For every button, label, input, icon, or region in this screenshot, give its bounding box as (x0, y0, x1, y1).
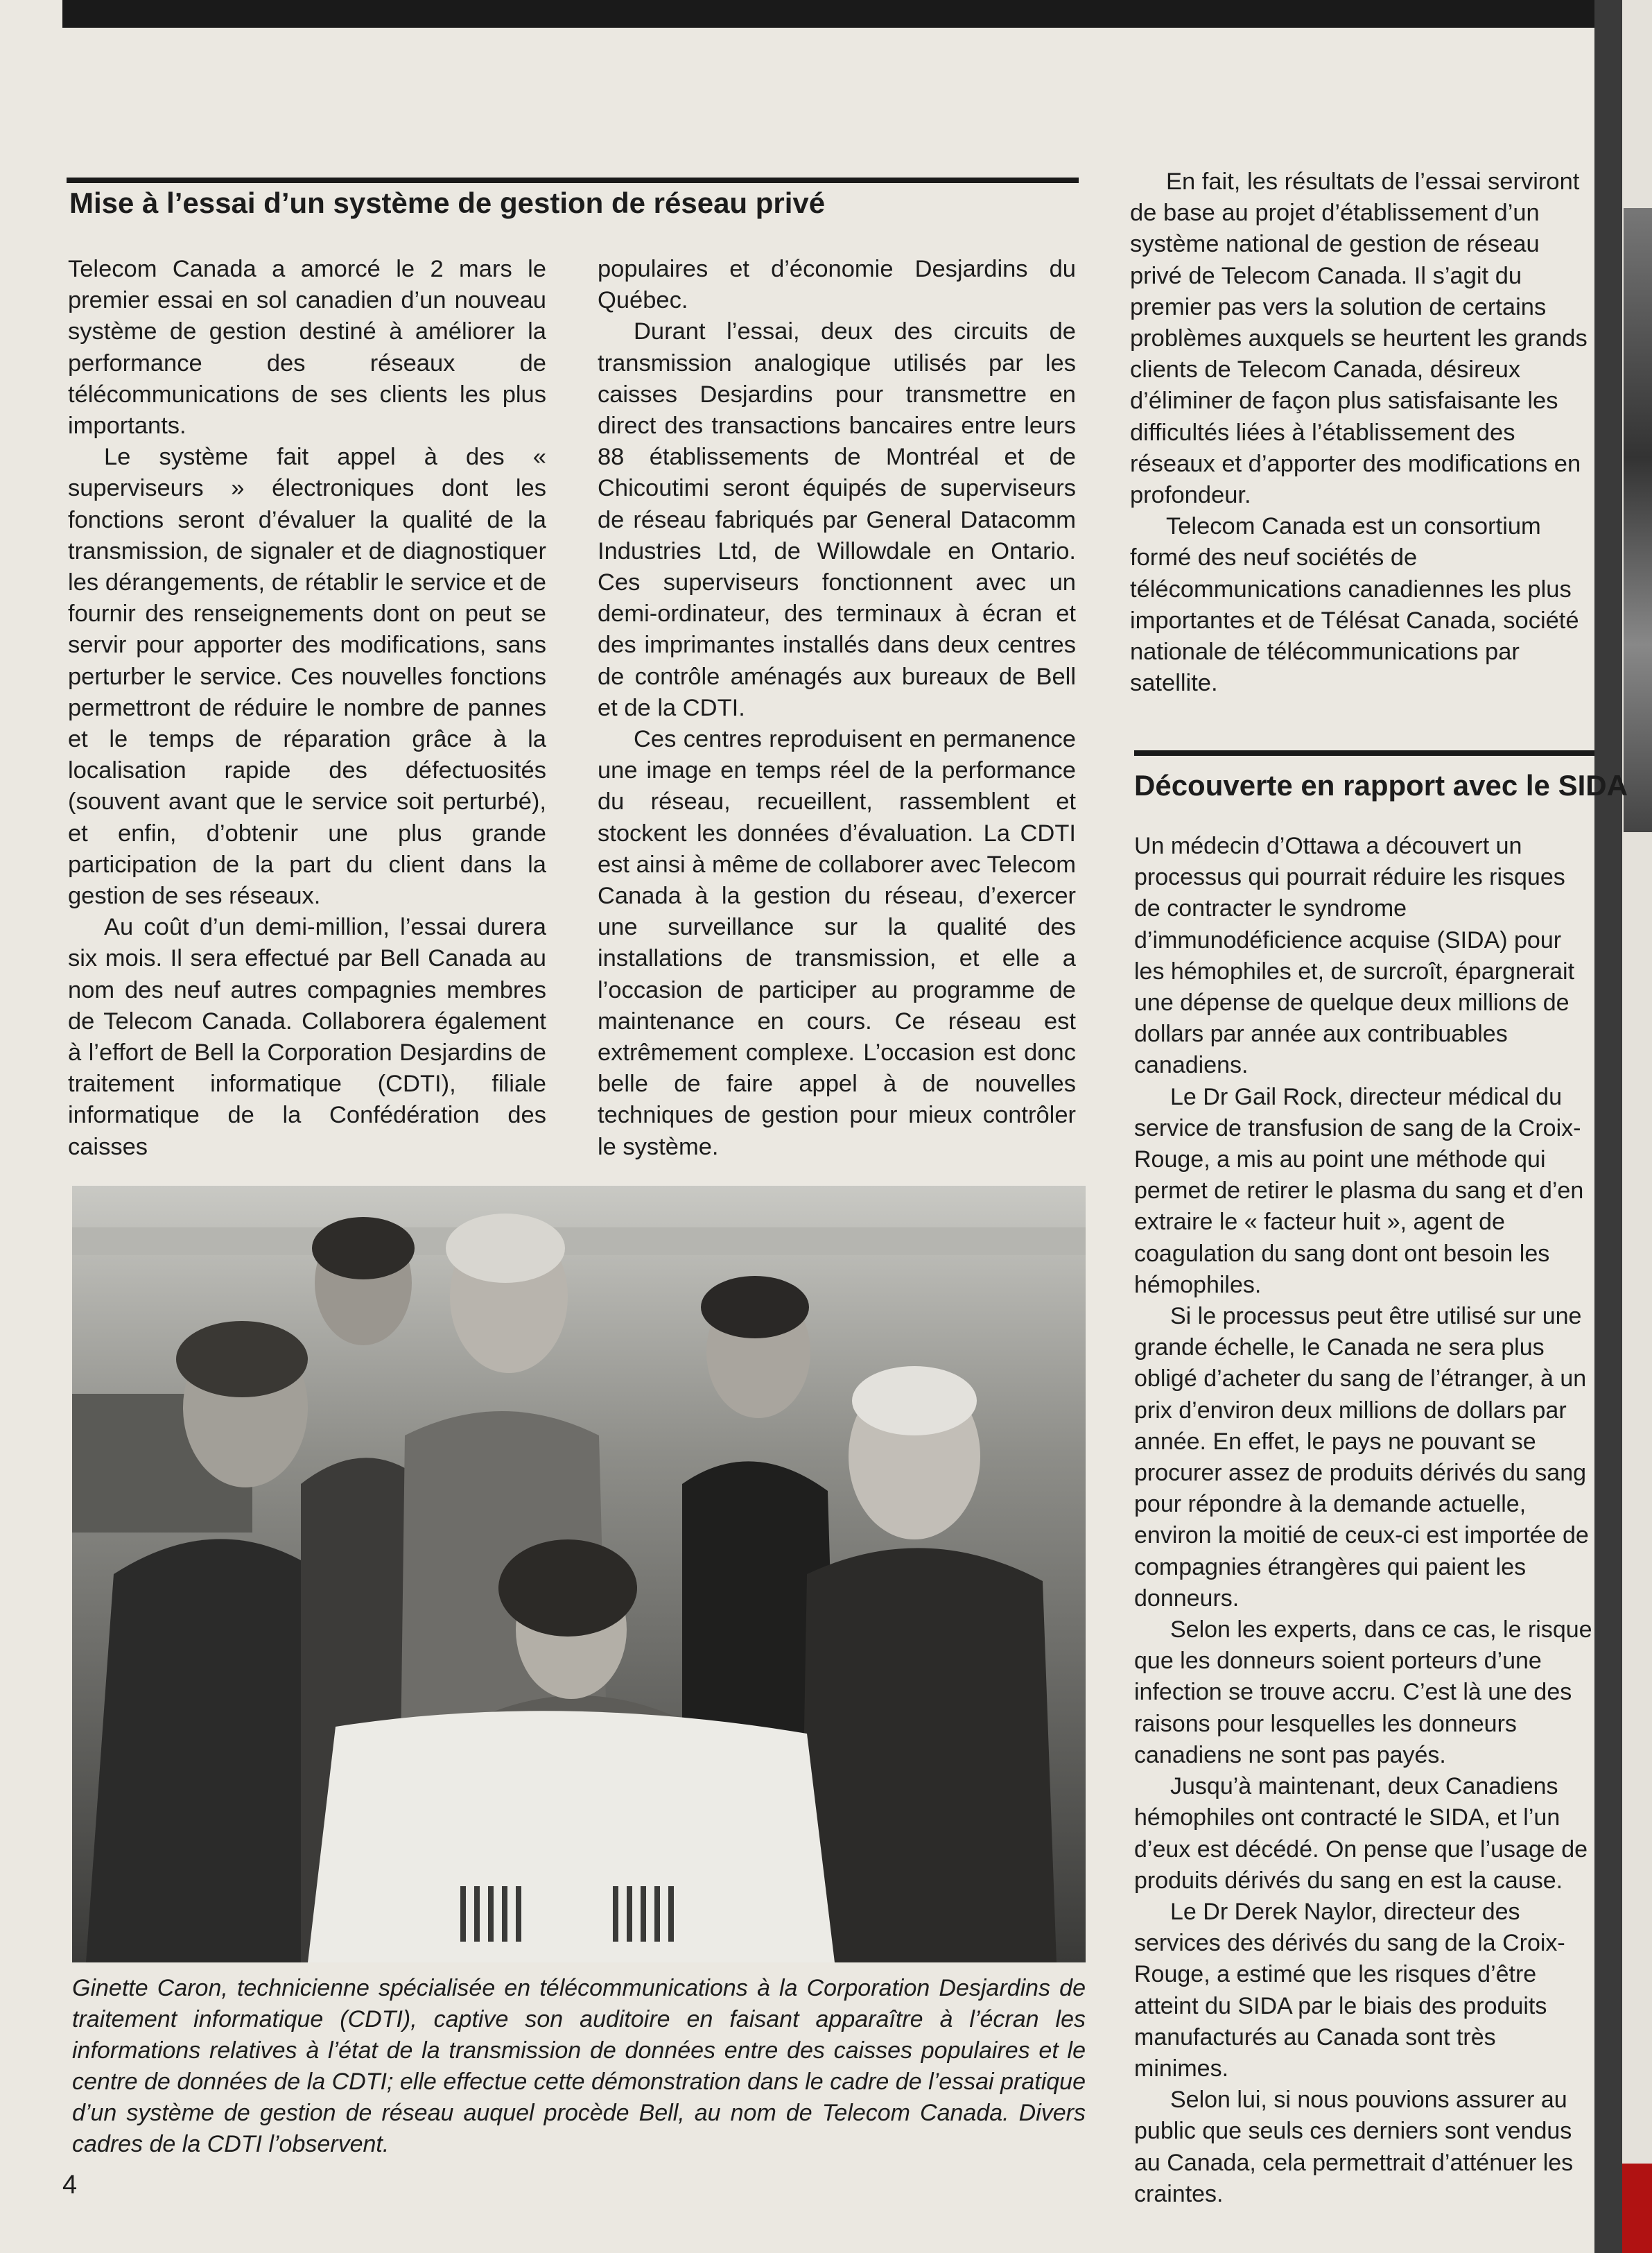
headline-rule (67, 178, 1079, 183)
article-headline: Découverte en rapport avec le SIDA (1134, 769, 1628, 802)
group-photo (72, 1186, 1086, 1962)
photo-illustration (72, 1186, 1086, 1962)
article-headline: Mise à l’essai d’un système de gestion de réseau privé (69, 187, 826, 219)
paragraph: populaires et d’économie Desjardins du Québec. (598, 256, 1076, 314)
paragraph: Telecom Canada a amorcé le 2 mars le premier essai en sol canadien d’un nouveau système de gestion destiné à améliorer la performance des réseaux de télécommunications de ses clients les plus importants. (68, 256, 546, 440)
paragraph: Si le processus peut être utilisé sur une grande échelle, le Canada ne sera plus obligé d’acheter du sang de l’étranger, à un prix d’environ deux millions de dollars par année. En effet, le pays ne pouvant se procurer assez de produits dérivés du sang pour répondre à la demande actuelle, environ la moitié de ceux-ci est importée de compagnies étrangères qui paient les donneurs. (1134, 1303, 1589, 1612)
paragraph: Le Dr Derek Naylor, directeur des services des dérivés du sang de la Croix-Rouge, a estimé que les risques d’être atteint du SIDA par le biais des produits manufacturés au Canada sont très minimes. (1134, 1898, 1565, 2082)
photo-caption: Ginette Caron, technicienne spécialisée en télécommunications à la Corporation Desjardins de traitement informatique (CDTI), captive son auditoire en faisant apparaître à l’écran les informations relatives à l’état de la transmission de données entre des caisses populaires et le centre de données de la CDTI; elle effectue cette démonstration dans le cadre de l’essai pratique d’un système de gestion de réseau auquel procède Bell, au nom de Telecom Canada. Divers cadres de la CDTI l’observent. (72, 1975, 1086, 2157)
article-column-4 (1134, 831, 1594, 2210)
paragraph: Ces centres reproduisent en permanence une image en temps réel de la performance du réseau, recueillent, rassemblent et stockent les données d’évaluation. La CDTI est ainsi à même de collaborer avec Telecom Canada à la gestion du réseau, d’exercer une surveillance sur la qualité des installations de transmission, et elle a l’occasion de participer au programme de maintenance en cours. Ce réseau est extrêmement complexe. L’occasion est donc belle de faire appel à de nouvelles techniques de gestion pour mieux contrôler le système. (598, 726, 1076, 1160)
paragraph: Le Dr Gail Rock, directeur médical du service de transfusion de sang de la Croix-Rouge, a mis au point une méthode qui permet de retirer le plasma du sang et d’en extraire le « facteur huit », agent de coagulation du sang dont ont besoin les hémophiles. (1134, 1083, 1584, 1298)
article-column-3 (1130, 166, 1594, 699)
top-black-bar (62, 0, 1607, 28)
paragraph: Au coût d’un demi-million, l’essai durera six mois. Il sera effectué par Bell Canada au nom des neuf autres compagnies membres de Telecom Canada. Collaborera également à l’effort de Bell la Corporation Desjardins de traitement informatique (CDTI), filiale informatique de la Confédération des caisses (68, 914, 546, 1160)
paragraph: Selon les experts, dans ce cas, le risque que les donneurs soient porteurs d’une infection se trouve accru. C’est là une des raisons pour lesquelles les donneurs canadiens ne sont pas payés. (1134, 1616, 1592, 1768)
paragraph: Telecom Canada est un consortium formé des neuf sociétés de télécommunications canadiennes les plus importantes et de Télésat Canada, société nationale de télécommunications par satellite. (1130, 513, 1579, 697)
paragraph: Le système fait appel à des « superviseurs » électroniques dont les fonctions seront d’évaluer la qualité de la transmission, de signaler et de diagnostiquer les dérangements, de rétablir le service et de fournir des renseignements dont on peut se servir pour apporter des modifications, sans perturber le service. Ces nouvelles fonctions permettront de réduire le nombre de pannes et le temps de réparation grâce à la localisation rapide des défectuosités (souvent avant que le service soit perturbé), et enfin, d’obtenir une plus grande participation de la part du client dans la gestion de ses réseaux. (68, 444, 546, 910)
paragraph: Un médecin d’Ottawa a découvert un processus qui pourrait réduire les risques de contracter le syndrome d’immunodéficience acquise (SIDA) pour les hémophiles et, de surcroît, épargnerait une dépense de quelque deux millions de dollars par année aux contribuables canadiens. (1134, 833, 1575, 1079)
adjacent-page-edge (1594, 0, 1652, 2253)
article-column-1 (68, 254, 546, 1163)
headline-rule (1134, 750, 1594, 756)
paragraph: Durant l’essai, deux des circuits de transmission analogique utilisés par les caisses Desjardins pour transmettre en direct des transactions bancaires entre leurs 88 établissements de Montréal et de Chicoutimi seront équipés de superviseurs de réseau fabriqués par General Datacomm Industries Ltd, de Willowdale en Ontario. Ces superviseurs fonctionnent avec un demi-ordinateur, des terminaux à écran et des imprimantes installés dans deux centres de contrôle aménagés aux bureaux de Bell et de la CDTI. (598, 318, 1076, 721)
paragraph: Jusqu’à maintenant, deux Canadiens hémophiles ont contracté le SIDA, et l’un d’eux est décédé. On pense que l’usage de produits dérivés du sang en est la cause. (1134, 1773, 1588, 1894)
page-number: 4 (62, 2170, 78, 2200)
paragraph: En fait, les résultats de l’essai serviront de base au projet d’établissement d’un système national de gestion de réseau privé de Telecom Canada. Il s’agit du premier pas vers la solution de certains problèmes auxquels se heurtent les grands clients de Telecom Canada, désireux d’éliminer de façon plus satisfaisante les difficultés liées à l’établissement des réseaux et d’apporter des modifications en profondeur. (1130, 169, 1588, 509)
article-column-2 (598, 254, 1076, 1163)
paragraph: Selon lui, si nous pouvions assurer au public que seuls ces derniers sont vendus au Canada, cela permettrait d’atténuer les craintes. (1134, 2087, 1574, 2207)
